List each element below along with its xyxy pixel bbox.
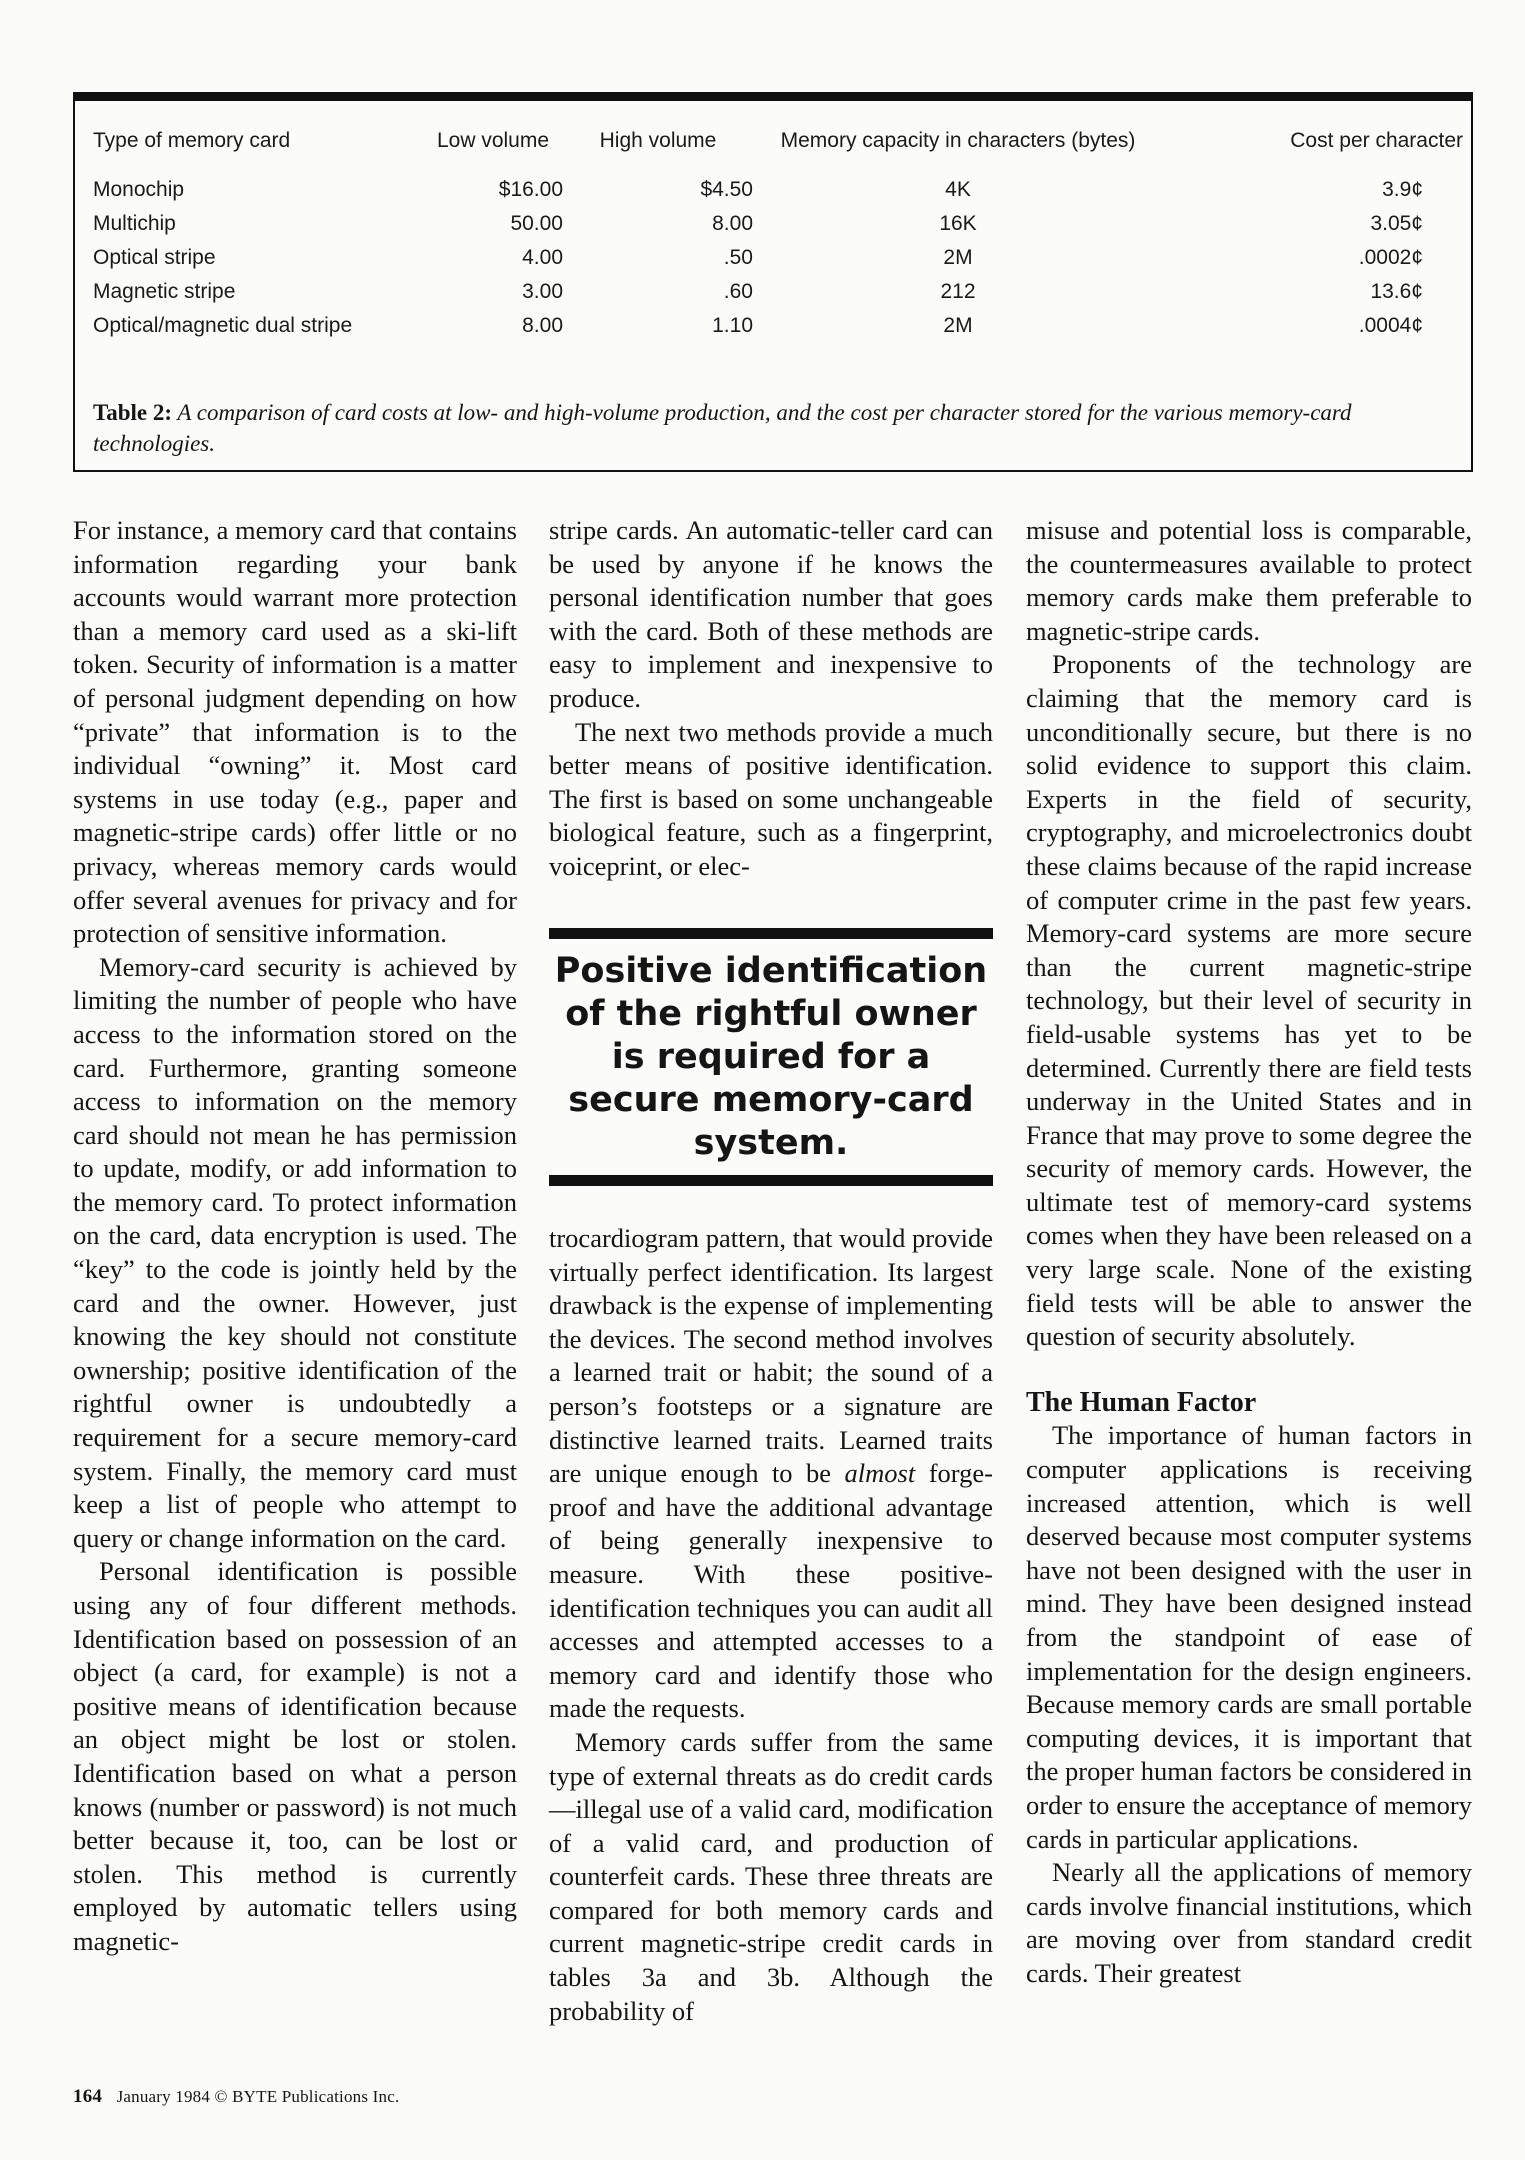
cell-low: 3.00: [522, 280, 563, 303]
paragraph: Proponents of the technology are claiming that the memory card is unconditionally secure, but there is no solid evidence to support this claim. Experts in the field of security, cryptography, and microelectronics doubt these claims because of the rapid increase of computer crime in the past few years. Memory-card systems are more secure than the current magnetic-stripe technology, but their level of security in field-usable systems has yet to be determined. Currently there are field tests underway in the United States and in France that may prove to some degree the security of memory cards. However, the ultimate test of memory-card systems comes when they have been released on a very large scale. None of the existing field tests will be able to answer the question of security absolutely.: [1026, 649, 1472, 1352]
table-caption: [93, 397, 1423, 459]
cell-high: .50: [723, 246, 753, 269]
paragraph: Personal identification is possible using any of four different methods. Identification based on possession of an object (a card, for example) is not a positive means of identification because an object might be lost or stolen. Identification based on what a person knows (number or password) is not much better because it, too, can be lost or stolen. This method is currently employed by automatic tellers using magnetic-: [73, 1556, 517, 1956]
cell-cost: 3.05¢: [1370, 212, 1423, 235]
cell-high: .60: [723, 280, 753, 303]
page-footer: [73, 2086, 399, 2108]
cell-high: 8.00: [712, 212, 753, 235]
pull-quote: [549, 928, 993, 1186]
table-row: [93, 309, 1463, 343]
paragraph: The importance of human factors in computer applications is receiving increased attention, which is well deserved because most computer systems have not been designed with the user in mind. They have been designed instead from the standpoint of ease of implementation for the design engineers. Because memory cards are small portable computing devices, it is important that the proper human factors be considered in order to ensure the acceptance of memory cards in particular applications.: [1026, 1420, 1472, 1854]
table-caption-text: A comparison of card costs at low- and high-volume production, and the cost per character stored for the various memory-card technologies.: [93, 400, 1352, 456]
header-low-volume: Low volume: [436, 129, 550, 152]
cell-low: $16.00: [498, 178, 563, 201]
section-heading: The Human Factor: [1026, 1386, 1257, 1418]
cell-low: 50.00: [510, 212, 563, 235]
paragraph: stripe cards. An automatic-teller card can be used by anyone if he knows the personal identification number that goes with the card. Both of these methods are easy to implement and inexpensive to produce.: [549, 515, 993, 713]
article-column-2: [549, 514, 993, 884]
table-row: [93, 173, 1463, 207]
paragraph-text: forge-proof and have the additional advantage of being generally inexpensive to measure. With these positive-identification techniques you can audit all accesses and attempted accesses to a memory card and identify those who made the requests.: [549, 1458, 993, 1724]
header-type: Type of memory card: [93, 129, 291, 152]
cell-type: Monochip: [93, 178, 185, 201]
header-high-volume: High volume: [599, 129, 717, 152]
table-caption-label: Table 2:: [93, 400, 173, 425]
paragraph: For instance, a memory card that contains information regarding your bank accounts would warrant more protection than a memory card used as a ski-lift token. Security of information is a matter of personal judgment depending on how “private” that information is to the individual “owning” it. Most card systems in use today (e.g., paper and magnetic-stripe cards) offer little or no privacy, whereas memory cards would offer several avenues for privacy and for protection of sensitive information.: [73, 515, 517, 949]
header-capacity: Memory capacity in characters (bytes): [780, 129, 1136, 152]
table-row: [93, 275, 1463, 309]
table-row: [93, 207, 1463, 241]
cell-cost: .0004¢: [1358, 314, 1423, 337]
pull-quote-text: Positive identification of the rightful owner is required for a secure memory-card system.: [554, 950, 988, 1163]
paragraph: Memory cards suffer from the same type of external threats as do credit cards—illegal use of a valid card, modification of a valid card, and production of counterfeit cards. These three threats are compared for both memory cards and current magnetic-stripe credit cards in tables 3a and 3b. Although the probability of: [549, 1726, 993, 2026]
paragraph-text: trocardiogram pattern, that would provide virtually perfect identification. Its largest drawback is the expense of implementing the devices. The second method involves a learned trait or habit; the sound of a person’s footsteps or a signature are distinctive learned traits. Learned traits are unique enough to be: [549, 1223, 993, 1489]
cell-capacity: 16K: [939, 212, 977, 235]
table-row: [93, 241, 1463, 275]
article-column-1: [73, 514, 517, 1959]
cell-type: Magnetic stripe: [93, 280, 236, 303]
cell-type: Multichip: [93, 212, 176, 235]
cell-capacity: 2M: [943, 246, 973, 269]
emphasis: almost: [844, 1458, 916, 1489]
article-column-2-continued: [549, 1222, 993, 2028]
cell-high: $4.50: [700, 178, 753, 201]
cell-low: 4.00: [522, 246, 563, 269]
cell-low: 8.00: [522, 314, 563, 337]
paragraph: The next two methods provide a much better means of positive identification. The first is based on some unchangeable biological feature, such as a fingerprint, voiceprint, or elec-: [549, 716, 993, 881]
cell-cost: .0002¢: [1358, 246, 1423, 269]
cell-capacity: 2M: [943, 314, 973, 337]
memory-card-cost-table: [93, 129, 1463, 343]
footer-text: January 1984 © BYTE Publications Inc.: [116, 2087, 400, 2106]
table-header-row: [93, 129, 1463, 173]
table-2-box: [73, 92, 1473, 472]
cell-cost: 3.9¢: [1382, 178, 1423, 201]
article-column-3: [1026, 514, 1472, 1991]
cell-type: Optical stripe: [93, 246, 216, 269]
paragraph: misuse and potential loss is comparable, the countermeasures available to protect memory cards make them preferable to magnetic-stripe cards.: [1026, 515, 1472, 646]
cell-high: 1.10: [712, 314, 753, 337]
cell-type: Optical/magnetic dual stripe: [93, 314, 353, 337]
header-cost-per-char: Cost per character: [1290, 129, 1463, 152]
cell-capacity: 212: [940, 280, 976, 303]
cell-capacity: 4K: [945, 178, 971, 201]
paragraph: Nearly all the applications of memory cards involve financial institutions, which are moving over from standard credit cards. Their greatest: [1026, 1857, 1472, 1988]
cell-cost: 13.6¢: [1370, 280, 1423, 303]
paragraph: [549, 1222, 993, 1726]
paragraph: Memory-card security is achieved by limiting the number of people who have access to the information stored on the card. Furthermore, granting someone access to information on the memory card should not mean he has permission to update, modify, or add information to the memory card. To protect information on the card, data encryption is used. The “key” to the code is jointly held by the card and the owner. However, just knowing the key should not constitute ownership; positive identification of the rightful owner is undoubtedly a requirement for a secure memory-card system. Finally, the memory card must keep a list of people who attempt to query or change information on the card.: [73, 951, 517, 1553]
page-number: 164: [73, 2086, 103, 2107]
